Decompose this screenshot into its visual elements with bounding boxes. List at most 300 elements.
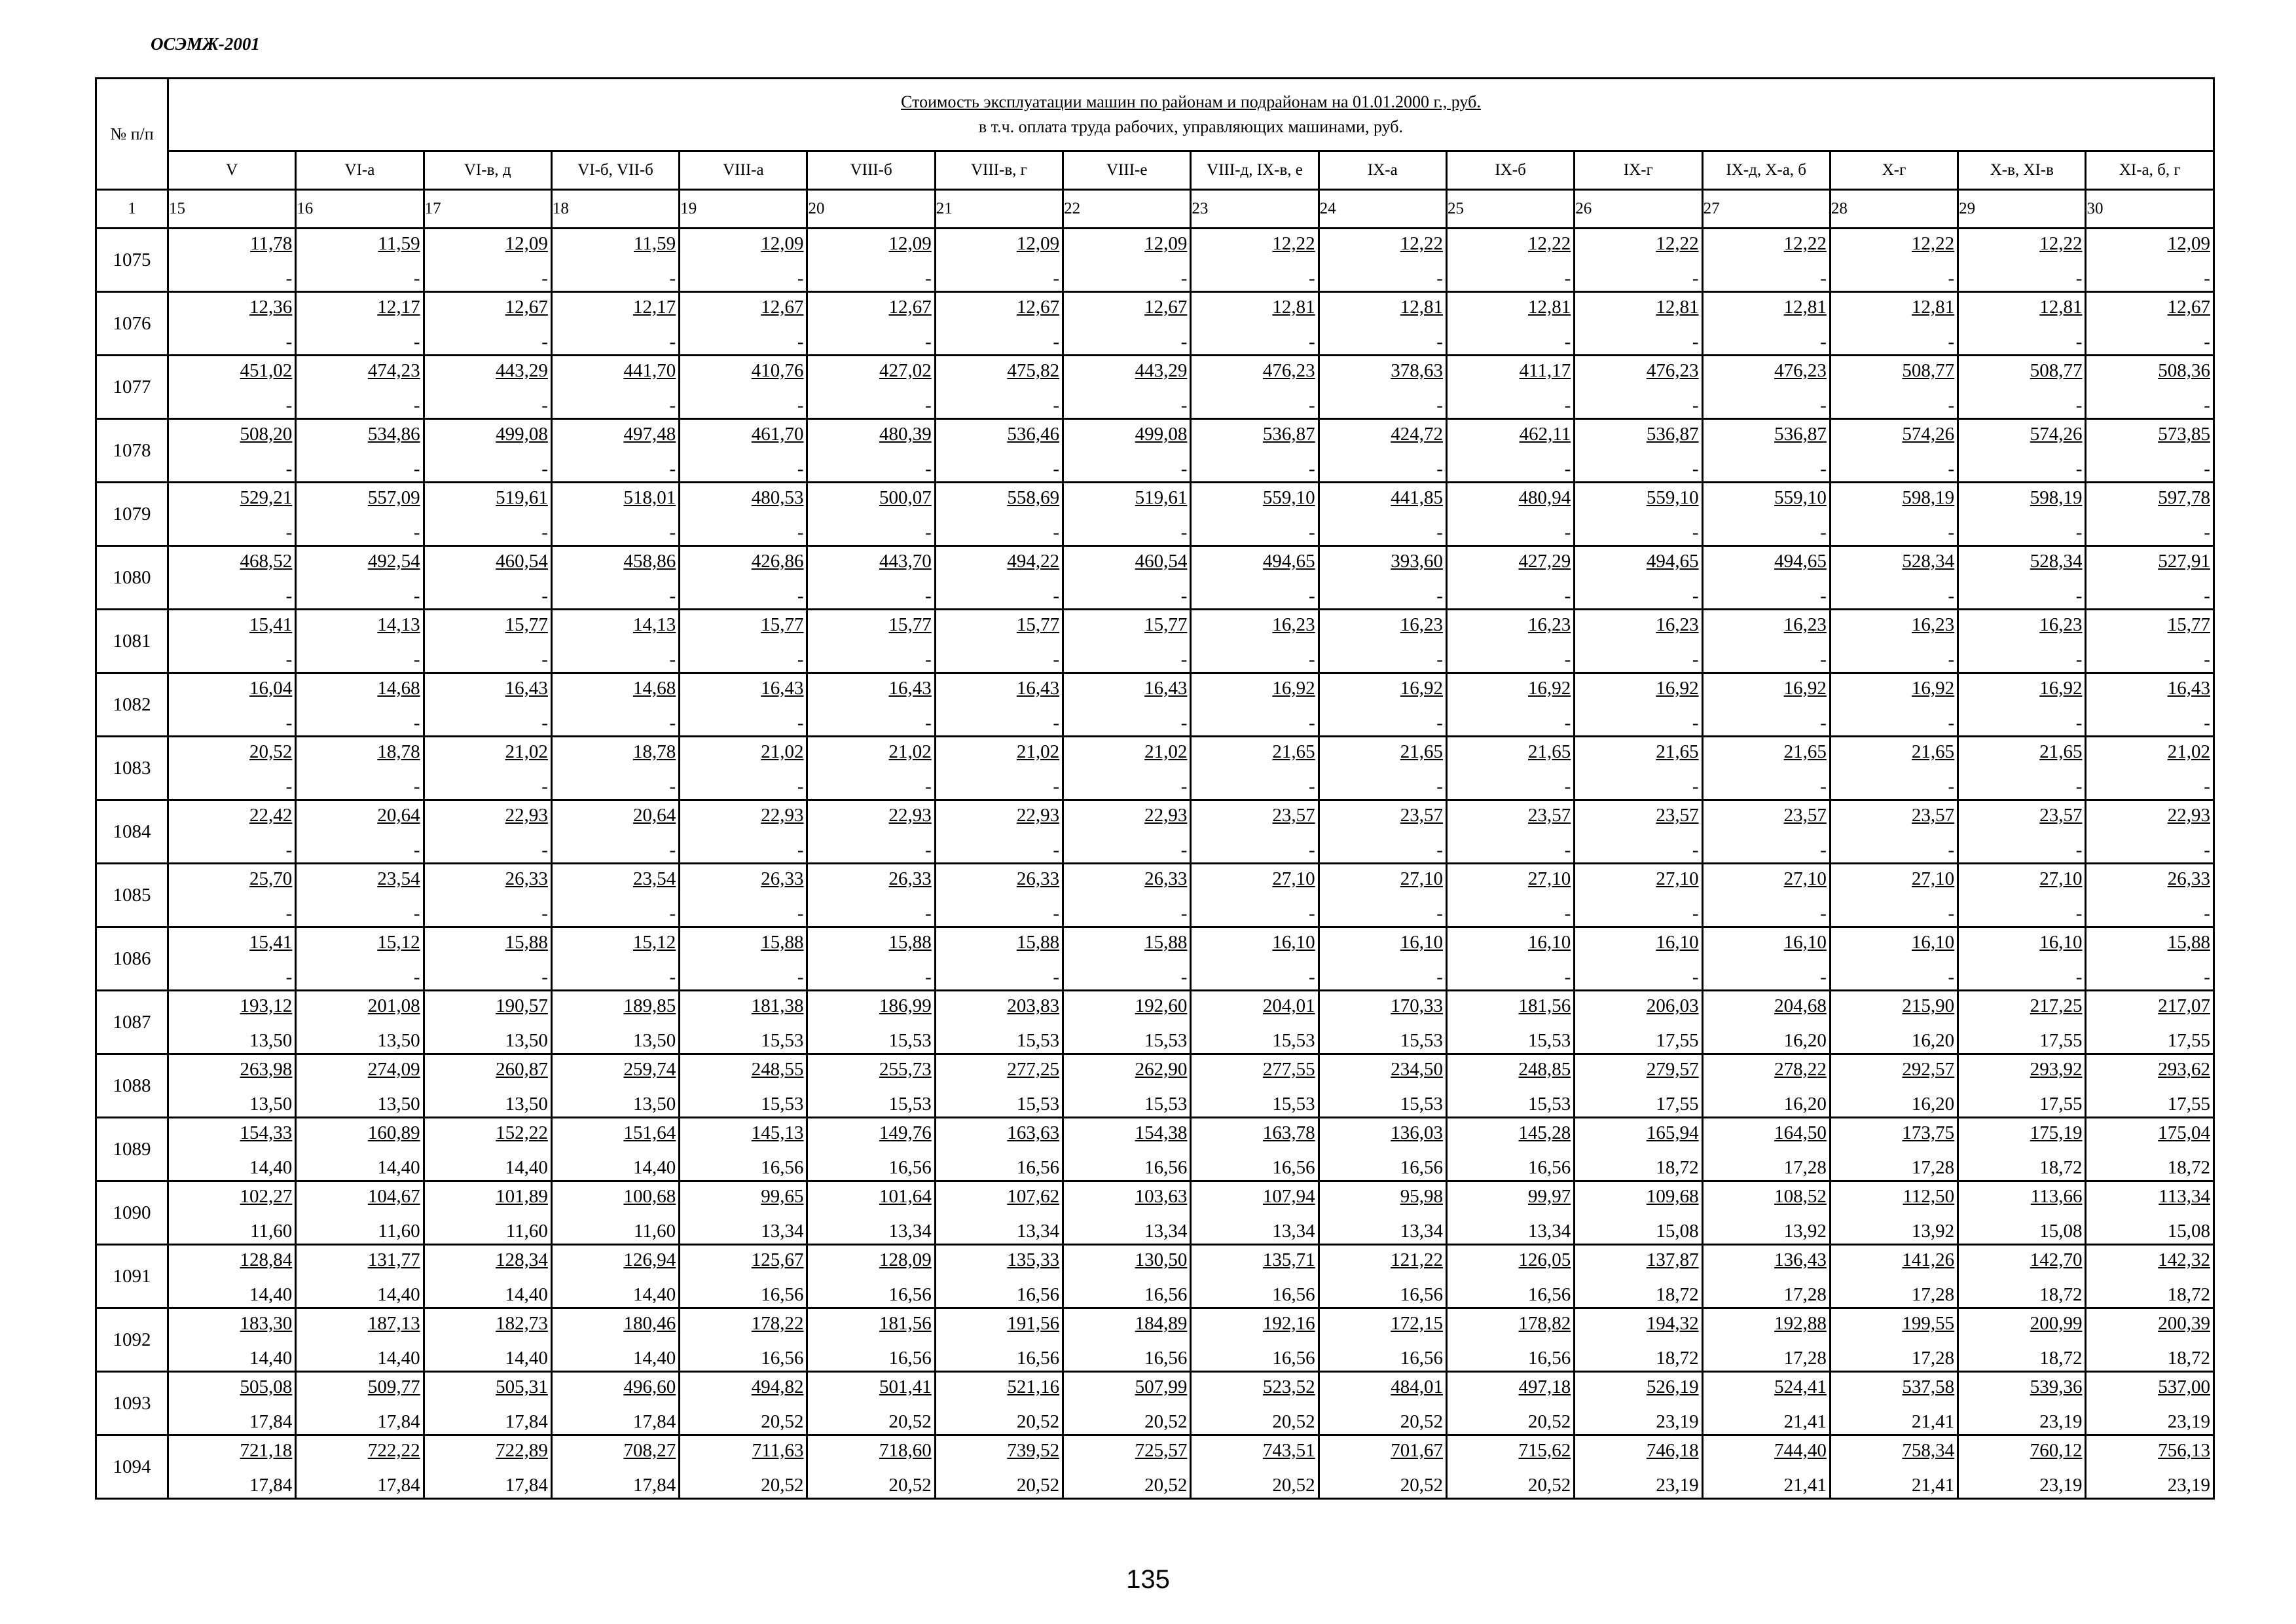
table-cell [1446,229,1574,292]
operating-cost-value: 14,13 [377,614,420,635]
labor-cost-value: 15,53 [1272,1094,1315,1115]
labor-cost-value: - [1309,840,1315,860]
operating-cost-value: 16,10 [1911,932,1955,953]
table-cell [1830,864,1958,927]
labor-cost-value: - [1820,903,1827,924]
operating-cost-value: 711,63 [752,1440,804,1461]
labor-cost-value: - [413,331,420,352]
operating-cost-value: 484,01 [1391,1376,1443,1397]
operating-cost-value: 154,38 [1135,1122,1188,1143]
labor-cost-value: - [925,840,932,860]
labor-cost-value: 13,34 [1016,1221,1060,1242]
table-cell [551,483,679,546]
operating-cost-value: 443,29 [1135,360,1188,381]
operating-cost-value: 12,81 [1528,297,1571,318]
labor-cost-value: - [669,585,676,606]
operating-cost-value: 152,22 [496,1122,548,1143]
region-header: V [168,151,296,190]
table-cell [1319,1245,1446,1308]
labor-cost-value: - [285,903,293,924]
table-cell [424,610,551,673]
operating-cost-value: 292,57 [1902,1059,1955,1080]
labor-cost-value: - [1948,522,1955,543]
labor-cost-value: - [1436,268,1443,289]
table-cell [551,356,679,419]
table-cell [424,419,551,483]
table-row [96,483,2214,546]
operating-cost-value: 462,11 [1519,424,1571,445]
operating-cost-value: 255,73 [879,1059,932,1080]
labor-cost-value: 16,20 [1783,1094,1827,1115]
labor-cost-value: - [1436,840,1443,860]
labor-cost-value: - [925,903,932,924]
operating-cost-value: 12,81 [1783,297,1827,318]
labor-cost-value: - [1053,331,1060,352]
labor-cost-value: 20,52 [1016,1475,1060,1496]
operating-cost-value: 18,78 [632,741,676,762]
operating-cost-value: 427,29 [1518,551,1571,572]
labor-cost-value: 16,56 [1272,1157,1315,1178]
labor-cost-value: 15,08 [1656,1221,1699,1242]
operating-cost-value: 259,74 [623,1059,676,1080]
labor-cost-value: - [1180,522,1188,543]
table-cell [680,800,807,864]
labor-cost-value: - [669,712,676,733]
operating-cost-value: 12,09 [1016,233,1060,254]
labor-cost-value: - [1309,585,1315,606]
labor-cost-value: 16,56 [1144,1157,1188,1178]
labor-cost-value: - [413,967,420,987]
labor-cost-value: 17,84 [377,1411,420,1432]
operating-cost-value: 23,57 [1911,805,1955,826]
operating-cost-value: 22,42 [249,805,293,826]
table-cell [296,419,424,483]
operating-cost-value: 178,22 [751,1313,804,1334]
operating-cost-value: 15,12 [632,932,676,953]
operating-cost-value: 494,82 [751,1376,804,1397]
labor-cost-value: - [541,967,548,987]
labor-cost-value: - [1564,458,1571,479]
table-cell [424,673,551,737]
labor-cost-value: - [1180,331,1188,352]
labor-cost-value: 14,40 [377,1348,420,1369]
table-cell [1191,419,1319,483]
table-cell [935,292,1063,356]
operating-cost-value: 151,64 [623,1122,676,1143]
labor-cost-value: - [1692,840,1699,860]
table-cell [1191,610,1319,673]
labor-cost-value: - [1564,331,1571,352]
table-cell [1446,1118,1574,1181]
operating-cost-value: 536,87 [1774,424,1827,445]
labor-cost-value: 23,19 [2039,1475,2083,1496]
operating-cost-value: 217,07 [2158,995,2210,1016]
labor-cost-value: - [2204,649,2210,670]
operating-cost-value: 12,22 [1400,233,1443,254]
operating-cost-value: 508,36 [2158,360,2210,381]
labor-cost-value: 13,34 [1272,1221,1315,1242]
operating-cost-value: 107,94 [1262,1186,1315,1207]
operating-cost-value: 424,72 [1391,424,1443,445]
table-cell [680,927,807,991]
table-cell [1958,1435,2086,1499]
table-cell [551,1435,679,1499]
table-cell [551,292,679,356]
labor-cost-value: - [925,776,932,797]
page-number: 135 [1126,1565,1170,1594]
table-cell [1446,800,1574,864]
labor-cost-value: - [2204,840,2210,860]
labor-cost-value: - [1053,458,1060,479]
labor-cost-value: - [1436,967,1443,987]
labor-cost-value: 17,28 [1911,1348,1955,1369]
table-cell [807,673,935,737]
table-cell [2086,1054,2214,1118]
table-cell [551,673,679,737]
table-cell [296,991,424,1054]
operating-cost-value: 215,90 [1902,995,1955,1016]
labor-cost-value: 14,40 [249,1284,293,1305]
labor-cost-value: - [797,649,804,670]
operating-cost-value: 441,70 [623,360,676,381]
table-cell [1191,546,1319,610]
table-cell [551,229,679,292]
operating-cost-value: 22,93 [2167,805,2210,826]
operating-cost-value: 23,57 [1656,805,1699,826]
labor-cost-value: - [413,776,420,797]
table-cell [1958,673,2086,737]
table-cell [1830,1308,1958,1372]
table-cell [1958,1245,2086,1308]
labor-cost-value: - [1053,395,1060,416]
operating-cost-value: 756,13 [2158,1440,2210,1461]
table-cell [168,1245,296,1308]
region-header: VIII-а [680,151,807,190]
table-cell [680,1372,807,1435]
labor-cost-value: 17,55 [1656,1094,1699,1115]
table-cell [168,737,296,800]
operating-cost-value: 277,25 [1007,1059,1060,1080]
labor-cost-value: 20,52 [888,1411,932,1432]
operating-cost-value: 12,67 [888,297,932,318]
table-cell [296,356,424,419]
labor-cost-value: - [1820,331,1827,352]
operating-cost-value: 725,57 [1135,1440,1188,1461]
table-cell [2086,483,2214,546]
labor-cost-value: - [541,522,548,543]
labor-cost-value: 15,53 [761,1094,804,1115]
labor-cost-value: - [1309,776,1315,797]
operating-cost-value: 175,19 [2030,1122,2083,1143]
labor-cost-value: - [669,458,676,479]
labor-cost-value: 20,52 [888,1475,932,1496]
table-cell [2086,1435,2214,1499]
operating-cost-value: 574,26 [2030,424,2083,445]
table-cell [1319,483,1446,546]
operating-cost-value: 21,65 [1400,741,1443,762]
labor-cost-value: - [1820,967,1827,987]
table-cell [1575,1372,1702,1435]
table-cell [551,1181,679,1245]
operating-cost-value: 23,57 [1528,805,1571,826]
labor-cost-value: - [1180,712,1188,733]
row-number: 1088 [96,1054,168,1118]
labor-cost-value: - [1948,840,1955,860]
operating-cost-value: 175,04 [2158,1122,2210,1143]
table-cell [935,1054,1063,1118]
labor-cost-value: 16,56 [761,1284,804,1305]
table-cell [935,1181,1063,1245]
labor-cost-value: 16,56 [761,1348,804,1369]
operating-cost-value: 16,92 [1656,678,1699,699]
table-cell [296,229,424,292]
labor-cost-value: - [797,458,804,479]
table-cell [1319,610,1446,673]
table-cell [935,737,1063,800]
operating-cost-value: 186,99 [879,995,932,1016]
labor-cost-value: 17,28 [1783,1157,1827,1178]
table-cell [807,1245,935,1308]
operating-cost-value: 16,23 [2039,614,2083,635]
table-cell [168,1181,296,1245]
row-number: 1080 [96,546,168,610]
table-cell [2086,356,2214,419]
labor-cost-value: - [1820,712,1827,733]
labor-cost-value: - [1564,268,1571,289]
table-cell [1063,1054,1191,1118]
labor-cost-value: - [285,395,293,416]
table-cell [807,991,935,1054]
operating-cost-value: 137,87 [1646,1249,1699,1270]
operating-cost-value: 12,22 [1272,233,1315,254]
table-cell [1191,1435,1319,1499]
table-cell [1702,864,1830,927]
table-cell [2086,1372,2214,1435]
labor-cost-value: - [1180,585,1188,606]
operating-cost-value: 16,92 [1911,678,1955,699]
operating-cost-value: 536,87 [1646,424,1699,445]
labor-cost-value: - [797,522,804,543]
operating-cost-value: 15,88 [1016,932,1060,953]
labor-cost-value: - [1692,331,1699,352]
labor-cost-value: - [1948,967,1955,987]
table-cell [168,356,296,419]
operating-cost-value: 136,03 [1391,1122,1443,1143]
operating-cost-value: 204,01 [1262,995,1315,1016]
labor-cost-value: - [2075,268,2083,289]
operating-cost-value: 494,65 [1262,551,1315,572]
operating-cost-value: 16,23 [1272,614,1315,635]
operating-cost-value: 192,88 [1774,1313,1827,1334]
labor-cost-value: 16,56 [1528,1348,1571,1369]
table-cell [296,673,424,737]
table-cell [1575,229,1702,292]
operating-cost-value: 22,93 [761,805,804,826]
operating-cost-value: 598,19 [2030,487,2083,508]
table-cell [1702,1435,1830,1499]
operating-cost-value: 12,22 [1656,233,1699,254]
table-cell [807,1118,935,1181]
operating-cost-value: 443,29 [496,360,548,381]
operating-cost-value: 492,54 [367,551,420,572]
table-cell [1958,1372,2086,1435]
labor-cost-value: - [285,776,293,797]
labor-cost-value: - [669,331,676,352]
table-cell [1958,1118,2086,1181]
labor-cost-value: - [1309,712,1315,733]
table-cell [680,737,807,800]
labor-cost-value: 13,34 [1528,1221,1571,1242]
labor-cost-value: - [2075,840,2083,860]
operating-cost-value: 21,65 [1272,741,1315,762]
table-cell [168,610,296,673]
labor-cost-value: 14,40 [249,1348,293,1369]
operating-cost-value: 15,88 [505,932,548,953]
labor-cost-value: 23,19 [1656,1411,1699,1432]
operating-cost-value: 15,12 [377,932,420,953]
operating-cost-value: 103,63 [1135,1186,1188,1207]
region-header: VI-б, VII-б [551,151,679,190]
operating-cost-value: 248,85 [1518,1059,1571,1080]
labor-cost-value: 18,72 [1656,1348,1699,1369]
table-cell [424,1245,551,1308]
region-header: VIII-б [807,151,935,190]
table-cell [1702,673,1830,737]
operating-cost-value: 16,92 [1783,678,1827,699]
table-cell [807,483,935,546]
operating-cost-value: 16,92 [1272,678,1315,699]
labor-cost-value: - [285,331,293,352]
table-cell [1063,1372,1191,1435]
table-cell [551,800,679,864]
labor-cost-value: - [2075,585,2083,606]
labor-cost-value: - [2075,331,2083,352]
labor-cost-value: 15,08 [2039,1221,2083,1242]
operating-cost-value: 16,10 [1528,932,1571,953]
labor-cost-value: - [1436,331,1443,352]
operating-cost-value: 12,09 [505,233,548,254]
labor-cost-value: 16,56 [1528,1157,1571,1178]
labor-cost-value: - [541,458,548,479]
labor-cost-value: 16,56 [1016,1284,1060,1305]
table-cell [168,1308,296,1372]
operating-cost-value: 559,10 [1774,487,1827,508]
operating-cost-value: 102,27 [240,1186,293,1207]
labor-cost-value: 23,19 [1656,1475,1699,1496]
table-cell [807,419,935,483]
operating-cost-value: 182,73 [496,1313,548,1334]
operating-cost-value: 12,81 [1400,297,1443,318]
operating-cost-value: 16,23 [1911,614,1955,635]
operating-cost-value: 11,59 [634,233,676,254]
operating-cost-value: 160,89 [367,1122,420,1143]
labor-cost-value: - [1309,331,1315,352]
labor-cost-value: 11,60 [378,1221,420,1242]
labor-cost-value: - [541,395,548,416]
operating-cost-value: 293,62 [2158,1059,2210,1080]
labor-cost-value: 15,53 [1400,1030,1443,1051]
labor-cost-value: 21,41 [1783,1411,1827,1432]
operating-cost-value: 526,19 [1646,1376,1699,1397]
table-cell [296,546,424,610]
labor-cost-value: 14,40 [632,1157,676,1178]
labor-cost-value: - [1564,840,1571,860]
labor-cost-value: - [2204,268,2210,289]
labor-cost-value: 16,56 [888,1284,932,1305]
table-cell [807,610,935,673]
row-number: 1083 [96,737,168,800]
operating-cost-value: 136,43 [1774,1249,1827,1270]
labor-cost-value: 18,72 [1656,1157,1699,1178]
table-cell [935,800,1063,864]
operating-cost-value: 26,33 [888,868,932,889]
labor-cost-value: 21,41 [1911,1411,1955,1432]
table-cell [1702,1245,1830,1308]
operating-cost-value: 27,10 [1400,868,1443,889]
operating-cost-value: 113,34 [2159,1186,2210,1207]
labor-cost-value: 20,52 [1272,1475,1315,1496]
operating-cost-value: 101,64 [879,1186,932,1207]
operating-cost-value: 536,46 [1007,424,1060,445]
table-cell [551,927,679,991]
labor-cost-value: 15,53 [1528,1094,1571,1115]
operating-cost-value: 505,31 [496,1376,548,1397]
labor-cost-value: - [1564,649,1571,670]
region-header: VI-в, д [424,151,551,190]
operating-cost-value: 12,09 [2167,233,2210,254]
labor-cost-value: 13,50 [249,1030,293,1051]
table-cell [2086,1308,2214,1372]
operating-cost-value: 16,10 [1400,932,1443,953]
table-cell [1702,483,1830,546]
table-cell [551,610,679,673]
operating-cost-value: 528,34 [2030,551,2083,572]
column-number: 18 [551,190,679,229]
operating-cost-value: 16,10 [2039,932,2083,953]
table-cell [1958,356,2086,419]
table-row [96,1054,2214,1118]
table-cell [168,229,296,292]
operating-cost-value: 494,22 [1007,551,1060,572]
operating-cost-value: 248,55 [751,1059,804,1080]
table-row [96,1308,2214,1372]
labor-cost-value: - [2075,522,2083,543]
table-cell [935,864,1063,927]
operating-cost-value: 12,22 [1783,233,1827,254]
operating-cost-value: 16,43 [505,678,548,699]
table-cell [1702,927,1830,991]
labor-cost-value: 15,53 [1016,1030,1060,1051]
labor-cost-value: - [1692,458,1699,479]
table-cell [1446,1435,1574,1499]
region-header: VIII-д, IX-в, е [1191,151,1319,190]
operating-cost-value: 145,13 [751,1122,804,1143]
labor-cost-value: 16,20 [1911,1030,1955,1051]
operating-cost-value: 16,92 [1400,678,1443,699]
labor-cost-value: - [797,395,804,416]
labor-cost-value: 17,84 [249,1411,293,1432]
operating-cost-value: 12,81 [1656,297,1699,318]
table-cell [807,1435,935,1499]
labor-cost-value: - [1309,268,1315,289]
table-cell [1191,1308,1319,1372]
table-cell [1830,229,1958,292]
operating-cost-value: 14,13 [632,614,676,635]
table-cell [2086,546,2214,610]
row-number: 1082 [96,673,168,737]
labor-cost-value: - [413,649,420,670]
labor-cost-value: 17,84 [505,1475,548,1496]
